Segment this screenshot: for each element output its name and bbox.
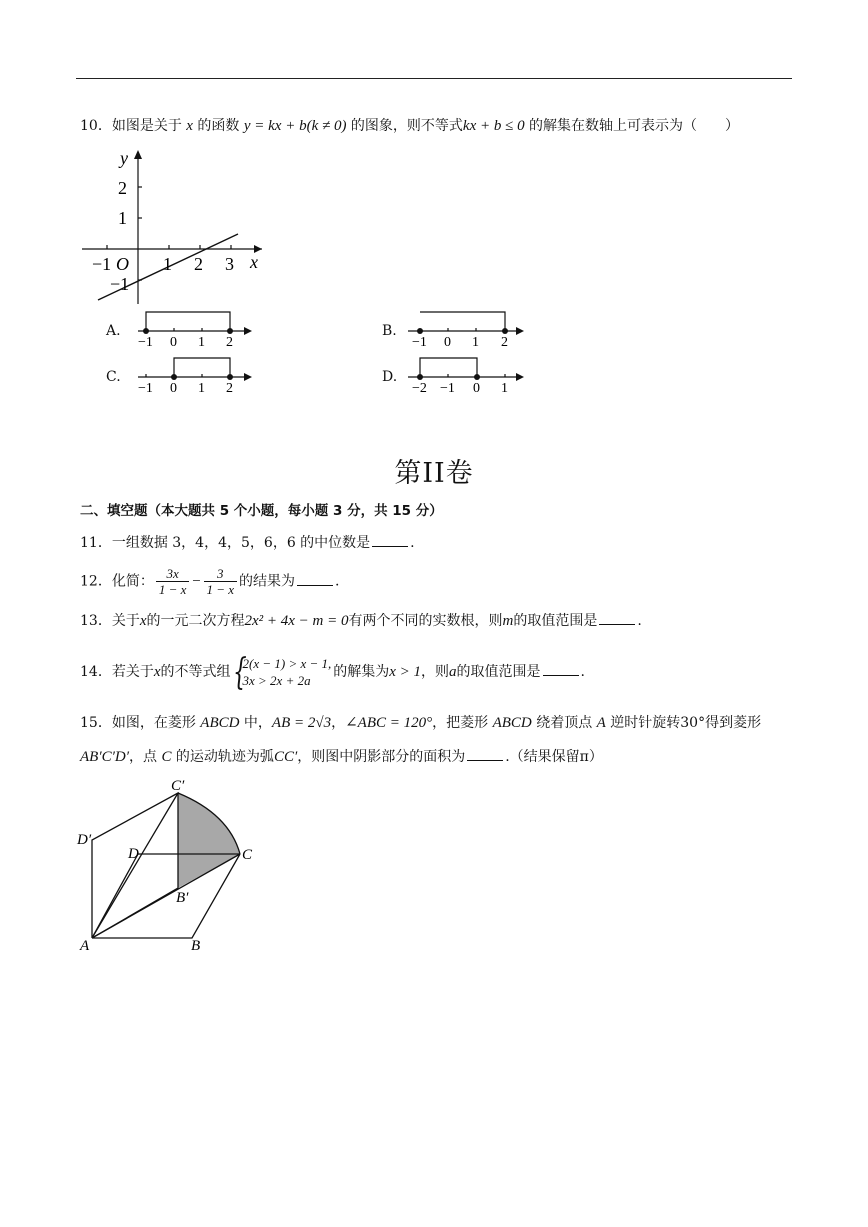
tick-label: 2 [501, 335, 508, 346]
label-d-prime: D′ [77, 832, 92, 848]
y-tick-label: 2 [118, 178, 127, 198]
tick-label: −2 [412, 381, 427, 392]
question-11 [80, 534, 415, 552]
q13-text-c: 有两个不同的实数根，则 [348, 613, 503, 629]
q14-text-c: 的解集为 [333, 664, 390, 680]
minus-sign: − [191, 573, 202, 590]
y-axis-arrow [134, 150, 142, 159]
q13-var-m: m [502, 613, 514, 629]
question-13 [80, 612, 642, 630]
q10-number: 10． [80, 118, 112, 134]
y-tick-label: −1 [110, 274, 130, 294]
q13-text-a: 关于 [111, 613, 140, 629]
fraction-2-numerator: 3 [204, 566, 238, 582]
fraction-1 [156, 566, 190, 597]
tick-label: 1 [198, 381, 205, 392]
fraction-2-denominator: 1 − x [206, 582, 235, 597]
system-row-1: 2(x − 1) > x − 1, [242, 656, 332, 671]
option-b-number-line[interactable] [402, 306, 528, 346]
section-title: 第II卷 [394, 458, 474, 489]
label-c-prime: C′ [171, 778, 185, 794]
q15-line1-b: 中， [239, 715, 272, 731]
q10-function-graph [76, 144, 272, 310]
tick-label: 1 [501, 381, 508, 392]
rhombus-name: ABCD [200, 715, 240, 731]
q13-end: . [637, 613, 642, 629]
tick-label: 1 [198, 335, 205, 346]
tick-label: 0 [473, 381, 480, 392]
closed-point [143, 328, 149, 334]
q13-var-x: x [139, 613, 147, 629]
tick-label: −1 [440, 381, 455, 392]
q15-line1-a: 如图，在菱形 [111, 715, 201, 731]
q15-line2-d: .（结果保留π） [505, 749, 603, 765]
q15-line1-d: ，把菱形 [432, 715, 493, 731]
closed-point [417, 328, 423, 334]
q11-end: . [410, 535, 415, 551]
q12-text-b: 的结果为 [239, 573, 296, 590]
brace-symbol: { [232, 652, 247, 693]
shaded-region [178, 793, 240, 888]
x-tick-label: 3 [225, 254, 234, 274]
y-tick-label: 1 [118, 208, 127, 228]
section-heading: 二、填空题（本大题共 5 个小题，每小题 3 分，共 15 分） [80, 503, 443, 519]
q15-line1-c: ， [331, 715, 346, 731]
x-tick-label: −1 [92, 254, 112, 274]
question-10 [80, 117, 739, 135]
answer-blank[interactable] [297, 573, 333, 586]
fraction-1-denominator: 1 − x [158, 582, 187, 597]
question-15-line-2 [80, 748, 603, 766]
point-c: C [161, 749, 172, 765]
q15-line1-f: 逆时针旋转30°得到菱形 [605, 715, 762, 731]
side-length: AB = 2√3 [271, 715, 332, 731]
label-b-prime: B′ [176, 890, 189, 906]
x-axis-label: x [250, 252, 258, 272]
label-a: A [80, 938, 90, 954]
tick-label: −1 [138, 335, 153, 346]
q11-text: 一组数据 3，4，4，5，6，6 的中位数是 [111, 535, 371, 551]
q15-number: 15． [80, 715, 112, 731]
x-tick-label: 1 [163, 254, 172, 274]
q14-text-b: 的不等式组 [160, 664, 231, 680]
tick-label: 1 [472, 335, 479, 346]
angle-abc: ∠ABC = 120° [345, 715, 433, 731]
q15-line2-b: 的运动轨迹为弧 [171, 749, 274, 765]
fraction-2 [204, 566, 238, 597]
q10-text-a: 如图是关于 [111, 118, 187, 134]
origin-label: O [116, 254, 129, 274]
q10-text-b: 的函数 [192, 118, 244, 134]
x-tick-label: 2 [194, 254, 203, 274]
vertex-name: A [596, 715, 606, 731]
label-c: C [242, 847, 253, 863]
option-d-number-line[interactable] [402, 352, 528, 392]
q10-function: y = kx + b(k ≠ 0) [243, 118, 347, 134]
option-c-label[interactable]: C. [106, 369, 121, 385]
q14-text-d: ，则 [421, 664, 450, 680]
option-d-label[interactable]: D. [382, 369, 398, 385]
closed-point [474, 374, 480, 380]
q14-text-a: 若关于 [111, 664, 154, 680]
q12-number: 12． [80, 573, 112, 590]
q10-text-d: 的解集在数轴上可表示为（ ） [524, 118, 740, 134]
question-12 [80, 566, 340, 597]
option-b-label[interactable]: B. [382, 323, 397, 339]
q13-text-b: 的一元二次方程 [146, 613, 245, 629]
fraction-1-numerator: 3x [156, 566, 190, 582]
option-c-number-line[interactable] [134, 352, 256, 392]
tick-label: 0 [170, 381, 177, 392]
tick-label: −1 [412, 335, 427, 346]
q15-line1-e: 绕着顶点 [531, 715, 597, 731]
tick-label: 0 [444, 335, 451, 346]
q12-text: 化简： [111, 573, 154, 590]
tick-label: 2 [226, 335, 233, 346]
q11-number: 11． [80, 535, 112, 551]
answer-blank[interactable] [599, 612, 635, 625]
q14-text-e: 的取值范围是 [456, 664, 541, 680]
q15-rhombus-figure [74, 774, 264, 956]
closed-point [417, 374, 423, 380]
label-d: D [128, 846, 139, 862]
q13-number: 13． [80, 613, 112, 629]
question-14 [80, 652, 585, 692]
tick-label: 2 [226, 381, 233, 392]
rhombus-name: ABCD [492, 715, 532, 731]
answer-blank[interactable] [372, 534, 408, 547]
question-15-line-1 [80, 714, 761, 732]
diagonal-ac1 [92, 793, 178, 938]
q14-number: 14． [80, 664, 112, 680]
option-a-label[interactable]: A. [106, 323, 121, 339]
tick-label: 0 [170, 335, 177, 346]
q10-text-c: 的图象，则不等式 [346, 118, 463, 134]
system-row-2: 3x > 2x + 2a [242, 673, 311, 688]
q15-line2-a: ，点 [129, 749, 162, 765]
q12-end: . [335, 573, 340, 590]
closed-point [502, 328, 508, 334]
q14-var-a: a [449, 664, 457, 680]
q15-line2-c: ，则图中阴影部分的面积为 [297, 749, 466, 765]
q10-var-x: x [186, 118, 193, 134]
q13-text-d: 的取值范围是 [513, 613, 598, 629]
header-rule [76, 78, 792, 79]
q14-condition: x > 1 [389, 664, 422, 680]
answer-blank[interactable] [543, 663, 579, 676]
answer-blank[interactable] [467, 748, 503, 761]
q14-var-x: x [153, 664, 161, 680]
q14-end: . [580, 664, 585, 680]
inequality-system [232, 652, 332, 693]
closed-point [227, 374, 233, 380]
q13-equation: 2x² + 4x − m = 0 [244, 613, 349, 629]
option-a-number-line[interactable] [134, 306, 256, 346]
q10-inequality: kx + b ≤ 0 [462, 118, 525, 134]
rotated-rhombus-name: AB′C′D′ [80, 749, 130, 765]
tick-label: −1 [138, 381, 153, 392]
closed-point [227, 328, 233, 334]
y-axis-label: y [120, 148, 128, 168]
closed-point [171, 374, 177, 380]
label-b: B [191, 938, 201, 954]
arc-name: CC′ [273, 749, 298, 765]
